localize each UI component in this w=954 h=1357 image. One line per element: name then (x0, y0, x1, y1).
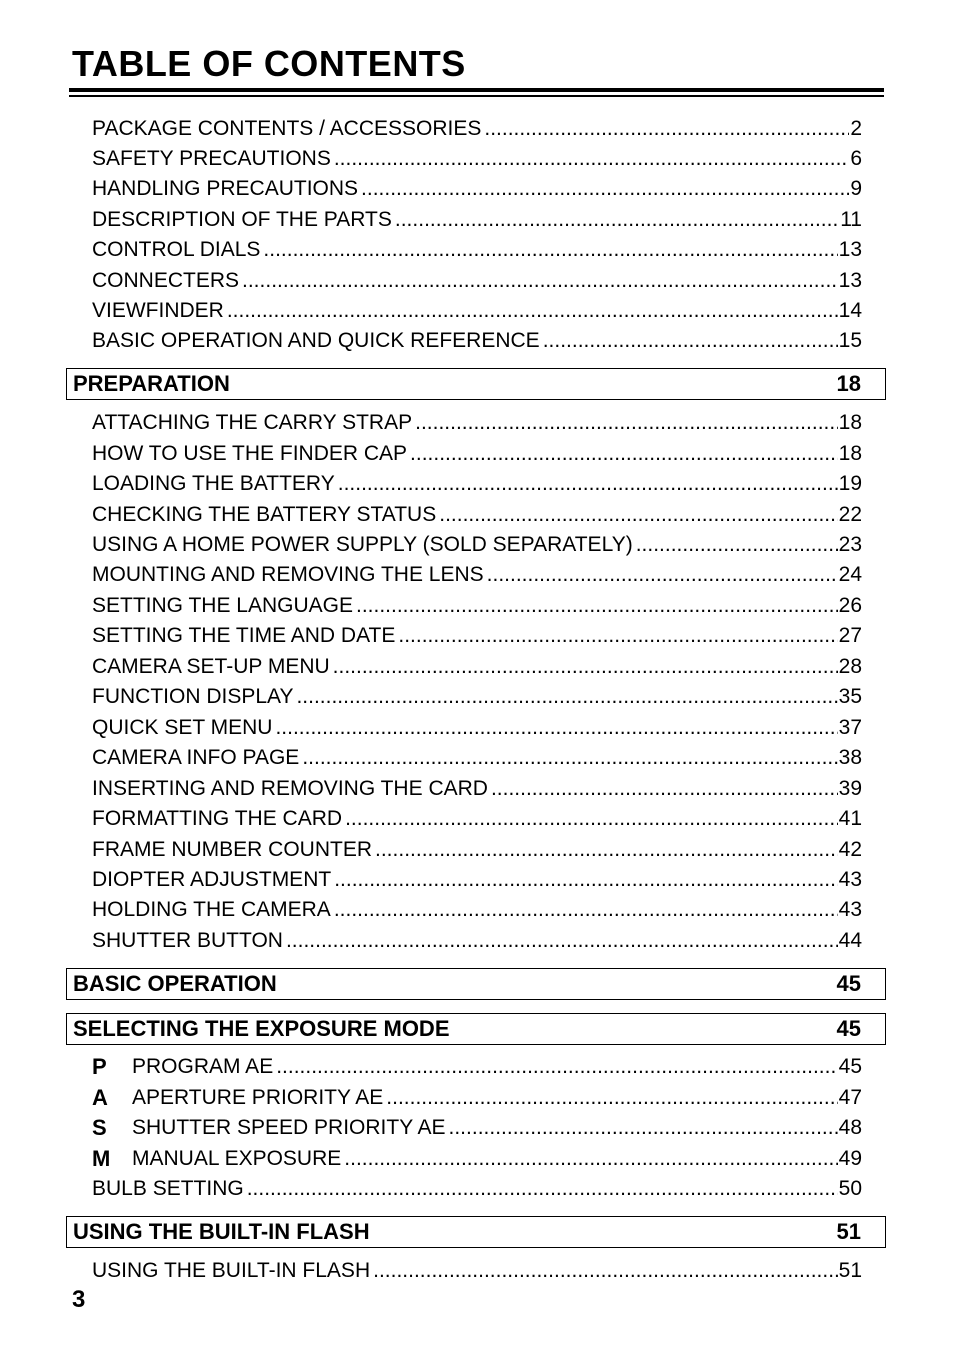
toc-entry-page: 38 (838, 746, 862, 769)
toc-entry[interactable] (92, 801, 862, 831)
toc-entry[interactable] (92, 111, 862, 141)
toc-entry-page: 41 (838, 807, 862, 830)
toc-entry[interactable] (92, 263, 862, 293)
toc-entry-page: 13 (838, 238, 862, 261)
toc-entry-page: 23 (838, 533, 862, 556)
dot-leader (344, 1147, 837, 1171)
dot-leader (386, 1086, 837, 1110)
dot-leader (398, 624, 837, 648)
toc-entry-label: CAMERA INFO PAGE (92, 746, 300, 769)
toc-entry-page: 37 (838, 716, 862, 739)
toc-entry[interactable] (92, 588, 862, 618)
dot-leader (345, 807, 838, 831)
title-rule-thin (69, 95, 884, 97)
section-header-built-in-flash[interactable] (66, 1216, 886, 1248)
toc-entry[interactable] (92, 1080, 862, 1110)
toc-entry-page: 18 (838, 442, 862, 465)
section-header-exposure-mode[interactable] (66, 1013, 886, 1045)
toc-entry-label: BASIC OPERATION AND QUICK REFERENCE (92, 329, 540, 352)
toc-entry-label: ATTACHING THE CARRY STRAP (92, 411, 413, 434)
toc-entry[interactable] (92, 557, 862, 587)
dot-leader (484, 117, 849, 141)
dot-leader (373, 1259, 838, 1283)
section-header-preparation[interactable] (66, 368, 886, 400)
dot-leader (263, 238, 837, 262)
toc-entry-page: 42 (838, 838, 862, 861)
toc-entry[interactable] (92, 832, 862, 862)
toc-entry-page: 26 (838, 594, 862, 617)
toc-entry[interactable] (92, 740, 862, 770)
toc-entry-page: 14 (838, 299, 862, 322)
section-title: SELECTING THE EXPOSURE MODE (73, 1016, 450, 1041)
toc-entry-label: MANUAL EXPOSURE (132, 1147, 342, 1170)
toc-entry[interactable] (92, 1171, 862, 1201)
toc-entry-page: 27 (838, 624, 862, 647)
section-page: 51 (836, 1219, 861, 1244)
toc-entry-page: 45 (838, 1055, 862, 1078)
toc-entry-label: CAMERA SET-UP MENU (92, 655, 330, 678)
toc-entry-label: CONTROL DIALS (92, 238, 261, 261)
toc-entry[interactable] (92, 466, 862, 496)
toc-entry[interactable] (92, 405, 862, 435)
dot-leader (439, 503, 837, 527)
toc-entry[interactable] (92, 710, 862, 740)
toc-entry[interactable] (92, 892, 862, 922)
toc-entry-page: 2 (850, 117, 862, 140)
toc-entry-label: FUNCTION DISPLAY (92, 685, 294, 708)
toc-entry[interactable] (92, 202, 862, 232)
toc-entry[interactable] (92, 323, 862, 353)
toc-entry-label: SHUTTER SPEED PRIORITY AE (132, 1116, 446, 1139)
toc-entry-page: 51 (838, 1259, 862, 1282)
dot-leader (276, 1055, 837, 1079)
toc-entry-label: CHECKING THE BATTERY STATUS (92, 503, 437, 526)
toc-entry-label: DESCRIPTION OF THE PARTS (92, 208, 392, 231)
toc-entry-page: 39 (838, 777, 862, 800)
dot-leader (543, 329, 838, 353)
page-title: TABLE OF CONTENTS (72, 43, 466, 84)
shutter-mode-icon: S (92, 1115, 107, 1140)
section-page: 45 (836, 971, 861, 996)
toc-entry-page: 19 (838, 472, 862, 495)
toc-entry-page: 11 (840, 208, 862, 231)
toc-entry[interactable] (92, 649, 862, 679)
dot-leader (242, 269, 838, 293)
toc-entry-page: 9 (850, 177, 862, 200)
toc-entry-label: QUICK SET MENU (92, 716, 273, 739)
toc-entry-label: FRAME NUMBER COUNTER (92, 838, 373, 861)
toc-entry[interactable] (92, 171, 862, 201)
section-title: USING THE BUILT-IN FLASH (73, 1219, 370, 1244)
toc-entry-label: BULB SETTING (92, 1177, 244, 1200)
manual-mode-icon: M (92, 1146, 110, 1171)
toc-entry[interactable] (92, 232, 862, 262)
dot-leader (356, 594, 838, 618)
toc-entry[interactable] (92, 141, 862, 171)
toc-entry-page: 50 (838, 1177, 862, 1200)
section-header-basic-operation[interactable] (66, 968, 886, 1000)
dot-leader (361, 177, 849, 201)
section-title: BASIC OPERATION (73, 971, 277, 996)
toc-entry-label: SETTING THE TIME AND DATE (92, 624, 396, 647)
dot-leader (302, 746, 837, 770)
dot-leader (415, 411, 838, 435)
toc-entry[interactable] (92, 436, 862, 466)
section-title: PREPARATION (73, 371, 230, 396)
toc-entry-page: 15 (838, 329, 862, 352)
toc-entry-page: 49 (838, 1147, 862, 1170)
toc-entry-label: SHUTTER BUTTON (92, 929, 283, 952)
dot-leader (334, 147, 849, 171)
toc-entry-page: 47 (838, 1086, 862, 1109)
toc-entry-label: INSERTING AND REMOVING THE CARD (92, 777, 488, 800)
toc-entry-page: 24 (838, 563, 862, 586)
toc-entry-page: 35 (838, 685, 862, 708)
toc-entry-label: HANDLING PRECAUTIONS (92, 177, 359, 200)
dot-leader (449, 1116, 838, 1140)
title-rule-thick (69, 88, 884, 92)
toc-entry-label: SAFETY PRECAUTIONS (92, 147, 331, 170)
toc-entry-page: 6 (850, 147, 862, 170)
toc-entry-label: APERTURE PRIORITY AE (132, 1086, 384, 1109)
toc-entry-label: CONNECTERS (92, 269, 240, 292)
toc-entry-page: 43 (838, 868, 862, 891)
dot-leader (375, 838, 838, 862)
toc-entry-label: HOW TO USE THE FINDER CAP (92, 442, 408, 465)
dot-leader (247, 1177, 838, 1201)
dot-leader (491, 777, 838, 801)
toc-entry-label: HOLDING THE CAMERA (92, 898, 331, 921)
toc-entry[interactable] (92, 1110, 862, 1140)
page-number: 3 (72, 1286, 86, 1313)
toc-entry-label: SETTING THE LANGUAGE (92, 594, 353, 617)
dot-leader (410, 442, 838, 466)
toc-entry[interactable] (92, 618, 862, 648)
toc-entry[interactable] (92, 1253, 862, 1283)
toc-entry-page: 28 (838, 655, 862, 678)
dot-leader (275, 716, 837, 740)
toc-entry-page: 22 (838, 503, 862, 526)
toc-entry[interactable] (92, 862, 862, 892)
toc-entry-page: 43 (838, 898, 862, 921)
toc-entry-label: PROGRAM AE (132, 1055, 274, 1078)
toc-entry[interactable] (92, 923, 862, 953)
toc-entry-page: 44 (838, 929, 862, 952)
toc-entry-page: 13 (838, 269, 862, 292)
toc-entry-label: FORMATTING THE CARD (92, 807, 343, 830)
toc-entry-page: 18 (838, 411, 862, 434)
toc-entry[interactable] (92, 1141, 862, 1171)
toc-entry[interactable] (92, 679, 862, 709)
toc-entry-page: 48 (838, 1116, 862, 1139)
aperture-mode-icon: A (92, 1085, 108, 1110)
toc-entry-label: MOUNTING AND REMOVING THE LENS (92, 563, 484, 586)
toc-entry-label: VIEWFINDER (92, 299, 224, 322)
dot-leader (333, 655, 838, 679)
dot-leader (296, 685, 837, 709)
section-page: 45 (836, 1016, 861, 1041)
dot-leader (636, 533, 838, 557)
dot-leader (338, 472, 838, 496)
dot-leader (227, 299, 838, 323)
dot-leader (334, 868, 837, 892)
toc-entry[interactable] (92, 293, 862, 323)
dot-leader (395, 208, 839, 232)
toc-entry[interactable] (92, 527, 862, 557)
toc-entry[interactable] (92, 771, 862, 801)
dot-leader (334, 898, 838, 922)
toc-entry[interactable] (92, 1049, 862, 1079)
toc-entry-label: PACKAGE CONTENTS / ACCESSORIES (92, 117, 482, 140)
toc-entry-label: USING A HOME POWER SUPPLY (SOLD SEPARATELY) (92, 533, 633, 556)
dot-leader (286, 929, 838, 953)
toc-entry[interactable] (92, 497, 862, 527)
program-mode-icon: P (92, 1054, 107, 1079)
section-page: 18 (836, 371, 861, 396)
toc-entry-label: LOADING THE BATTERY (92, 472, 335, 495)
toc-entry-label: DIOPTER ADJUSTMENT (92, 868, 332, 891)
toc-entry-label: USING THE BUILT-IN FLASH (92, 1259, 371, 1282)
dot-leader (487, 563, 838, 587)
